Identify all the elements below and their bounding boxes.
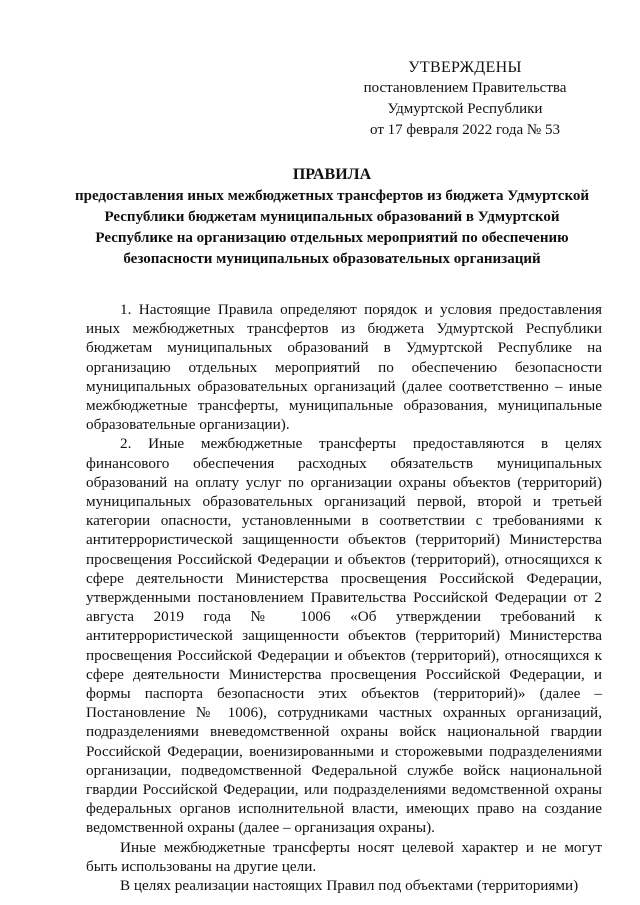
approval-line-date: от 17 февраля 2022 года № 53 [370,122,560,138]
title-main: ПРАВИЛА [292,166,372,183]
approval-line-decree: постановлением Правительства [363,80,567,96]
approval-heading: УТВЕРЖДЕНЫ [408,59,522,76]
paragraph-4: В целях реализации настоящих Правил под объектами (территориями) [120,877,579,895]
title-subtitle: предоставления иных межбюджетных трансфертов из бюджета Удмуртской Республики бюджетам муниципальных образований в Удмуртской Республике на организацию отдельных мероприятий по обеспечению безопасности муниципальных образовательных организаций [74,188,590,267]
approval-line-republic: Удмуртской Республики [387,101,543,117]
paragraph-2: 2. Иные межбюджетные трансферты предоставляются в целях финансового обеспечения расходных обязательств муниципальных образований на оплату услуг по организации охраны объектов (территорий) муниципальных образовательных организаций первой, второй и третьей категории опасности, установленными в соответствии с требованиями к антитеррористической защищенности объектов (территорий) Министерства просвещения Российской Федерации и объектов (территорий), относящихся к сфере деятельности Министерства просвещения Российской Федерации, утвержденными постановлением Правительства Российской Федерации от 2 августа 2019 года № 1006 «Об утверждении требований к антитеррористической защищенности объектов (территорий) Министерства просвещения Российской Федерации и объектов (территорий), относящихся к сфере деятельности Министерства просвещения Российской Федерации, и формы паспорта безопасности этих объектов (территорий)» (далее – Постановление № 1006), сотрудниками частных охранных организаций, подразделениями вневедомственной охраны войск национальной гвардии Российской Федерации, военизированными и сторожевыми подразделениями организации, подведомственной Федеральной службе войск национальной гвардии Российской Федерации, или подразделениями ведомственной охраны федеральных органов исполнительной власти, имеющих право на создание ведомственной охраны (далее – организация охраны). [86,435,602,837]
paragraph-1: 1. Настоящие Правила определяют порядок и условия предоставления иных межбюджетных трансфертов из бюджета Удмуртской Республики бюджетам муниципальных образований в Удмуртской Республике на организацию отдельных мероприятий по обеспечению безопасности муниципальных образовательных организаций (далее соответственно – иные межбюджетные трансферты, муниципальные образования, муниципальные образовательные организации). [86,301,602,434]
document-title [70,164,594,270]
approval-stamp [345,57,585,141]
document-body [86,300,602,895]
paragraph-3: Иные межбюджетные трансферты носят целевой характер и не могут быть использованы на другие цели. [86,838,602,875]
